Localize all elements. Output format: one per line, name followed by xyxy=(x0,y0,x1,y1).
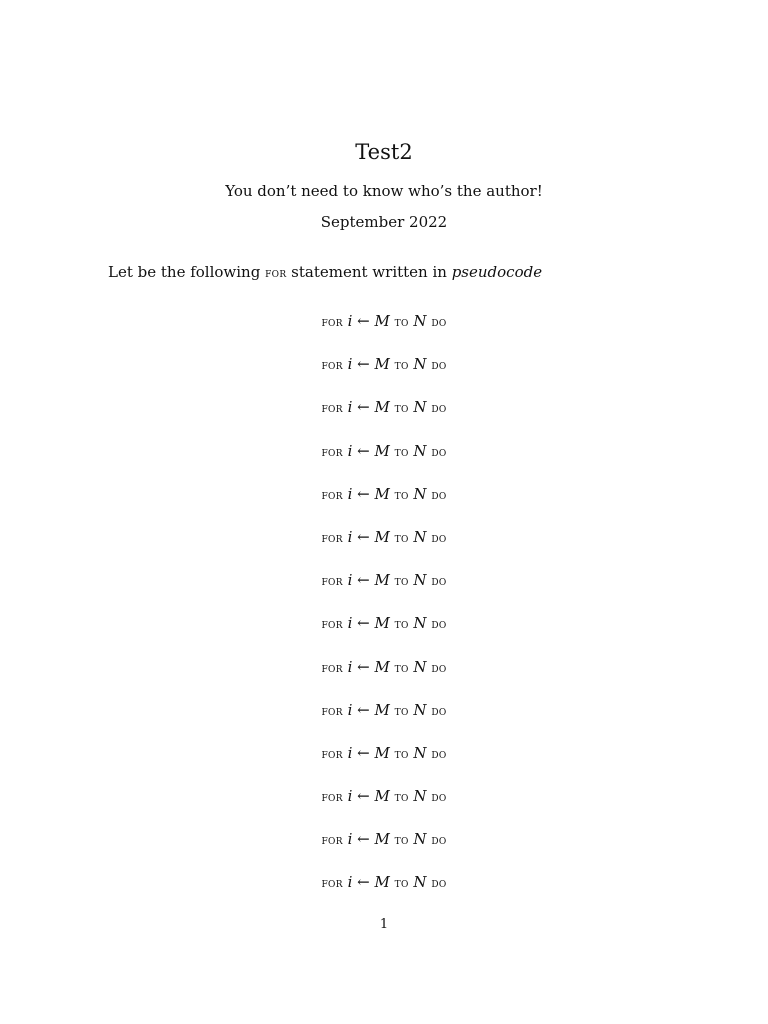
keyword-for: for xyxy=(321,401,343,417)
variable-i: i xyxy=(347,398,353,417)
assignment-arrow: ← xyxy=(357,527,370,546)
pseudocode-block xyxy=(0,311,768,916)
keyword-for: for xyxy=(321,315,343,330)
variable-i: i xyxy=(347,700,353,719)
keyword-do: do xyxy=(431,315,447,330)
variable-n: N xyxy=(413,571,427,590)
variable-n: N xyxy=(413,441,427,460)
pseudocode-line xyxy=(0,657,768,700)
variable-n: N xyxy=(413,312,427,330)
assignment-arrow: ← xyxy=(357,657,370,676)
keyword-for: for xyxy=(321,703,343,719)
document-date: September 2022 xyxy=(320,213,448,231)
page-number: 1 xyxy=(379,917,389,932)
variable-i: i xyxy=(347,441,353,460)
assignment-arrow: ← xyxy=(357,873,370,892)
pseudocode-line xyxy=(0,829,768,872)
keyword-do: do xyxy=(431,876,447,892)
intro-text-start: Let be the following xyxy=(108,263,266,281)
keyword-to: to xyxy=(394,876,409,892)
pseudocode-line xyxy=(0,786,768,829)
intro-keyword-for: for xyxy=(265,266,287,281)
document-author: You don’t need to know who’s the author! xyxy=(225,182,543,200)
pseudocode-line xyxy=(0,527,768,570)
pseudocode-line xyxy=(0,397,768,440)
pseudocode-line xyxy=(0,354,768,397)
assignment-arrow: ← xyxy=(357,700,370,719)
keyword-to: to xyxy=(394,401,409,417)
keyword-do: do xyxy=(431,574,447,590)
keyword-to: to xyxy=(394,574,409,590)
variable-i: i xyxy=(347,571,353,590)
keyword-for: for xyxy=(321,444,343,460)
variable-n: N xyxy=(413,873,427,892)
keyword-do: do xyxy=(431,833,447,849)
variable-m: M xyxy=(374,787,390,806)
variable-m: M xyxy=(374,614,390,633)
assignment-arrow: ← xyxy=(357,787,370,806)
variable-m: M xyxy=(374,657,390,676)
assignment-arrow: ← xyxy=(357,312,370,330)
keyword-for: for xyxy=(321,790,343,806)
keyword-to: to xyxy=(394,487,409,503)
keyword-do: do xyxy=(431,530,447,546)
pseudocode-line xyxy=(0,743,768,786)
intro-paragraph xyxy=(108,262,542,284)
pseudocode-line xyxy=(0,311,768,354)
variable-m: M xyxy=(374,830,390,849)
keyword-for: for xyxy=(321,876,343,892)
variable-m: M xyxy=(374,484,390,503)
keyword-for: for xyxy=(321,358,343,374)
document-title: Test2 xyxy=(355,140,413,164)
keyword-for: for xyxy=(321,487,343,503)
keyword-do: do xyxy=(431,790,447,806)
assignment-arrow: ← xyxy=(357,830,370,849)
pseudocode-line xyxy=(0,872,768,915)
variable-i: i xyxy=(347,527,353,546)
variable-i: i xyxy=(347,312,353,330)
keyword-to: to xyxy=(394,315,409,330)
variable-n: N xyxy=(413,787,427,806)
pseudocode-line xyxy=(0,570,768,613)
keyword-do: do xyxy=(431,746,447,762)
variable-n: N xyxy=(413,657,427,676)
variable-i: i xyxy=(347,743,353,762)
variable-m: M xyxy=(374,312,390,330)
variable-m: M xyxy=(374,571,390,590)
variable-i: i xyxy=(347,873,353,892)
variable-n: N xyxy=(413,355,427,374)
variable-m: M xyxy=(374,355,390,374)
keyword-do: do xyxy=(431,358,447,374)
variable-m: M xyxy=(374,700,390,719)
variable-i: i xyxy=(347,830,353,849)
variable-i: i xyxy=(347,657,353,676)
keyword-to: to xyxy=(394,444,409,460)
pseudocode-line xyxy=(0,484,768,527)
keyword-for: for xyxy=(321,574,343,590)
variable-m: M xyxy=(374,873,390,892)
keyword-do: do xyxy=(431,487,447,503)
assignment-arrow: ← xyxy=(357,571,370,590)
intro-emphasis-pseudocode: pseudocode xyxy=(451,263,543,281)
keyword-to: to xyxy=(394,833,409,849)
variable-i: i xyxy=(347,484,353,503)
variable-n: N xyxy=(413,484,427,503)
variable-n: N xyxy=(413,527,427,546)
keyword-for: for xyxy=(321,660,343,676)
pseudocode-line xyxy=(0,700,768,743)
variable-n: N xyxy=(413,743,427,762)
variable-m: M xyxy=(374,398,390,417)
variable-n: N xyxy=(413,614,427,633)
keyword-to: to xyxy=(394,358,409,374)
keyword-to: to xyxy=(394,530,409,546)
keyword-do: do xyxy=(431,703,447,719)
keyword-do: do xyxy=(431,660,447,676)
variable-n: N xyxy=(413,398,427,417)
variable-m: M xyxy=(374,527,390,546)
assignment-arrow: ← xyxy=(357,398,370,417)
assignment-arrow: ← xyxy=(357,484,370,503)
keyword-for: for xyxy=(321,617,343,633)
variable-m: M xyxy=(374,441,390,460)
pseudocode-line xyxy=(0,613,768,656)
keyword-to: to xyxy=(394,617,409,633)
keyword-to: to xyxy=(394,790,409,806)
variable-i: i xyxy=(347,355,353,374)
keyword-for: for xyxy=(321,746,343,762)
keyword-for: for xyxy=(321,530,343,546)
assignment-arrow: ← xyxy=(357,614,370,633)
keyword-to: to xyxy=(394,746,409,762)
assignment-arrow: ← xyxy=(357,743,370,762)
variable-n: N xyxy=(413,830,427,849)
keyword-to: to xyxy=(394,703,409,719)
keyword-do: do xyxy=(431,401,447,417)
intro-text-middle: statement written in xyxy=(286,263,452,281)
pseudocode-line xyxy=(0,441,768,484)
keyword-for: for xyxy=(321,833,343,849)
keyword-to: to xyxy=(394,660,409,676)
variable-n: N xyxy=(413,700,427,719)
keyword-do: do xyxy=(431,444,447,460)
variable-m: M xyxy=(374,743,390,762)
variable-i: i xyxy=(347,614,353,633)
keyword-do: do xyxy=(431,617,447,633)
assignment-arrow: ← xyxy=(357,355,370,374)
assignment-arrow: ← xyxy=(357,441,370,460)
variable-i: i xyxy=(347,787,353,806)
